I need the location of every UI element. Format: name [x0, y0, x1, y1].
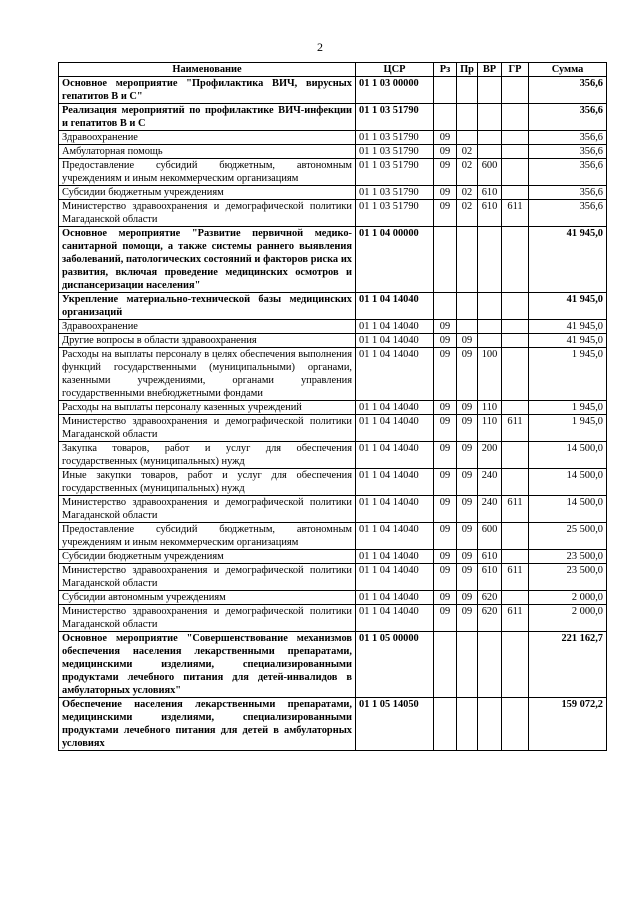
- row-gr-cell: [502, 104, 529, 131]
- row-sum-cell: 25 500,0: [529, 523, 607, 550]
- row-sum-cell: 14 500,0: [529, 442, 607, 469]
- table-row: [59, 293, 607, 320]
- row-rz-cell: 09: [434, 131, 457, 145]
- table-body: [59, 77, 607, 751]
- row-name-cell: Министерство здравоохранения и демографической политики Магаданской области: [59, 415, 356, 442]
- row-sum-cell: 23 500,0: [529, 550, 607, 564]
- row-sum-cell: 1 945,0: [529, 348, 607, 401]
- row-gr-cell: [502, 550, 529, 564]
- row-gr-cell: [502, 159, 529, 186]
- row-csr-cell: 01 1 04 14040: [356, 550, 434, 564]
- table-row: [59, 564, 607, 591]
- row-gr-cell: [502, 469, 529, 496]
- row-vr-cell: 110: [478, 415, 502, 442]
- table-row: [59, 415, 607, 442]
- row-vr-cell: [478, 131, 502, 145]
- row-gr-cell: [502, 320, 529, 334]
- row-sum-cell: 356,6: [529, 145, 607, 159]
- row-vr-cell: [478, 77, 502, 104]
- row-pr-cell: [457, 131, 478, 145]
- row-rz-cell: 09: [434, 159, 457, 186]
- row-pr-cell: [457, 227, 478, 293]
- row-name-cell: Субсидии автономным учреждениям: [59, 591, 356, 605]
- row-name-cell: Другие вопросы в области здравоохранения: [59, 334, 356, 348]
- row-csr-cell: 01 1 04 14040: [356, 320, 434, 334]
- row-csr-cell: 01 1 04 14040: [356, 469, 434, 496]
- row-sum-cell: 41 945,0: [529, 293, 607, 320]
- row-csr-cell: 01 1 04 00000: [356, 227, 434, 293]
- row-gr-cell: [502, 632, 529, 698]
- row-gr-cell: [502, 523, 529, 550]
- row-vr-cell: [478, 293, 502, 320]
- row-csr-cell: 01 1 04 14040: [356, 605, 434, 632]
- row-name-cell: Субсидии бюджетным учреждениям: [59, 550, 356, 564]
- row-csr-cell: 01 1 03 51790: [356, 145, 434, 159]
- row-vr-cell: 110: [478, 401, 502, 415]
- row-gr-cell: [502, 131, 529, 145]
- table-row: [59, 227, 607, 293]
- row-name-cell: Министерство здравоохранения и демографической политики Магаданской области: [59, 605, 356, 632]
- row-vr-cell: 610: [478, 200, 502, 227]
- row-gr-cell: [502, 77, 529, 104]
- row-name-cell: Расходы на выплаты персоналу в целях обеспечения выполнения функций государственными (муниципальными) органами, казенными учреждениями, органами управления государственными внебюджетными фондами: [59, 348, 356, 401]
- row-sum-cell: 356,6: [529, 159, 607, 186]
- row-gr-cell: 611: [502, 200, 529, 227]
- row-name-cell: Амбулаторная помощь: [59, 145, 356, 159]
- row-gr-cell: [502, 227, 529, 293]
- row-pr-cell: 09: [457, 334, 478, 348]
- row-vr-cell: [478, 320, 502, 334]
- table-row: [59, 186, 607, 200]
- row-csr-cell: 01 1 04 14040: [356, 564, 434, 591]
- row-rz-cell: 09: [434, 591, 457, 605]
- row-vr-cell: 600: [478, 523, 502, 550]
- row-csr-cell: 01 1 04 14040: [356, 415, 434, 442]
- table-row: [59, 104, 607, 131]
- row-pr-cell: 09: [457, 348, 478, 401]
- row-rz-cell: 09: [434, 401, 457, 415]
- row-pr-cell: 09: [457, 496, 478, 523]
- row-rz-cell: [434, 104, 457, 131]
- row-pr-cell: 02: [457, 200, 478, 227]
- row-vr-cell: 240: [478, 496, 502, 523]
- row-gr-cell: 611: [502, 564, 529, 591]
- table-row: [59, 523, 607, 550]
- row-sum-cell: 356,6: [529, 200, 607, 227]
- row-sum-cell: 356,6: [529, 131, 607, 145]
- row-pr-cell: [457, 77, 478, 104]
- header-pr: Пр: [457, 63, 478, 77]
- row-vr-cell: [478, 104, 502, 131]
- row-rz-cell: 09: [434, 523, 457, 550]
- row-pr-cell: [457, 320, 478, 334]
- row-rz-cell: 09: [434, 200, 457, 227]
- row-sum-cell: 2 000,0: [529, 591, 607, 605]
- row-rz-cell: 09: [434, 496, 457, 523]
- row-gr-cell: [502, 145, 529, 159]
- row-vr-cell: 610: [478, 550, 502, 564]
- row-name-cell: Основное мероприятие "Профилактика ВИЧ, вирусных гепатитов В и С": [59, 77, 356, 104]
- row-pr-cell: 09: [457, 469, 478, 496]
- row-csr-cell: 01 1 05 14050: [356, 698, 434, 751]
- row-vr-cell: 600: [478, 159, 502, 186]
- row-pr-cell: 09: [457, 415, 478, 442]
- row-pr-cell: 09: [457, 401, 478, 415]
- row-rz-cell: 09: [434, 186, 457, 200]
- row-csr-cell: 01 1 04 14040: [356, 334, 434, 348]
- row-pr-cell: 09: [457, 523, 478, 550]
- row-vr-cell: 610: [478, 186, 502, 200]
- row-sum-cell: 356,6: [529, 186, 607, 200]
- row-pr-cell: 09: [457, 550, 478, 564]
- row-gr-cell: [502, 293, 529, 320]
- row-rz-cell: [434, 293, 457, 320]
- table-row: [59, 77, 607, 104]
- row-csr-cell: 01 1 04 14040: [356, 401, 434, 415]
- row-sum-cell: 41 945,0: [529, 334, 607, 348]
- table-header-row: [59, 63, 607, 77]
- row-vr-cell: [478, 632, 502, 698]
- row-rz-cell: 09: [434, 469, 457, 496]
- row-csr-cell: 01 1 03 51790: [356, 200, 434, 227]
- row-vr-cell: 100: [478, 348, 502, 401]
- row-pr-cell: 09: [457, 442, 478, 469]
- table-row: [59, 632, 607, 698]
- row-csr-cell: 01 1 04 14040: [356, 348, 434, 401]
- row-gr-cell: [502, 698, 529, 751]
- table-row: [59, 131, 607, 145]
- row-rz-cell: 09: [434, 605, 457, 632]
- row-sum-cell: 1 945,0: [529, 401, 607, 415]
- row-sum-cell: 356,6: [529, 104, 607, 131]
- row-gr-cell: [502, 348, 529, 401]
- row-name-cell: Здравоохранение: [59, 131, 356, 145]
- row-name-cell: Предоставление субсидий бюджетным, автономным учреждениям и иным некоммерческим организациям: [59, 523, 356, 550]
- row-name-cell: Предоставление субсидий бюджетным, автономным учреждениям и иным некоммерческим организациям: [59, 159, 356, 186]
- row-vr-cell: 200: [478, 442, 502, 469]
- row-rz-cell: 09: [434, 415, 457, 442]
- row-sum-cell: 14 500,0: [529, 469, 607, 496]
- row-vr-cell: [478, 145, 502, 159]
- header-gr: ГР: [502, 63, 529, 77]
- row-csr-cell: 01 1 04 14040: [356, 293, 434, 320]
- table-row: [59, 591, 607, 605]
- table-row: [59, 320, 607, 334]
- table-row: [59, 550, 607, 564]
- row-vr-cell: 620: [478, 605, 502, 632]
- row-gr-cell: [502, 442, 529, 469]
- row-name-cell: Субсидии бюджетным учреждениям: [59, 186, 356, 200]
- row-rz-cell: 09: [434, 145, 457, 159]
- row-rz-cell: 09: [434, 334, 457, 348]
- row-name-cell: Расходы на выплаты персоналу казенных учреждений: [59, 401, 356, 415]
- row-sum-cell: 221 162,7: [529, 632, 607, 698]
- row-name-cell: Укрепление материально-технической базы медицинских организаций: [59, 293, 356, 320]
- row-sum-cell: 159 072,2: [529, 698, 607, 751]
- row-vr-cell: [478, 334, 502, 348]
- row-gr-cell: [502, 334, 529, 348]
- row-rz-cell: [434, 77, 457, 104]
- row-name-cell: Министерство здравоохранения и демографической политики Магаданской области: [59, 564, 356, 591]
- row-pr-cell: 09: [457, 591, 478, 605]
- row-name-cell: Реализация мероприятий по профилактике ВИЧ-инфекции и гепатитов В и С: [59, 104, 356, 131]
- row-name-cell: Обеспечение населения лекарственными препаратами, медицинскими изделиями, специализированными продуктами лечебного питания для детей в амбулаторных условиях: [59, 698, 356, 751]
- row-pr-cell: 02: [457, 159, 478, 186]
- row-name-cell: Основное мероприятие "Развитие первичной медико-санитарной помощи, а также системы раннего выявления заболеваний, патологических состояний и факторов риска их развития, включая проведение медицинских осмотров и диспансеризации населения": [59, 227, 356, 293]
- row-csr-cell: 01 1 03 51790: [356, 104, 434, 131]
- row-csr-cell: 01 1 04 14040: [356, 523, 434, 550]
- row-name-cell: Министерство здравоохранения и демографической политики Магаданской области: [59, 200, 356, 227]
- row-rz-cell: 09: [434, 550, 457, 564]
- row-vr-cell: [478, 698, 502, 751]
- table-row: [59, 145, 607, 159]
- row-vr-cell: 620: [478, 591, 502, 605]
- row-rz-cell: 09: [434, 320, 457, 334]
- row-sum-cell: 2 000,0: [529, 605, 607, 632]
- row-csr-cell: 01 1 03 51790: [356, 159, 434, 186]
- row-rz-cell: [434, 227, 457, 293]
- row-pr-cell: [457, 698, 478, 751]
- row-pr-cell: [457, 104, 478, 131]
- page-number: 2: [317, 40, 323, 54]
- header-name: Наименование: [59, 63, 356, 77]
- row-name-cell: Иные закупки товаров, работ и услуг для обеспечения государственных (муниципальных) нужд: [59, 469, 356, 496]
- row-gr-cell: 611: [502, 415, 529, 442]
- row-sum-cell: 41 945,0: [529, 320, 607, 334]
- header-csr: ЦСР: [356, 63, 434, 77]
- row-pr-cell: 02: [457, 186, 478, 200]
- row-rz-cell: 09: [434, 564, 457, 591]
- row-sum-cell: 41 945,0: [529, 227, 607, 293]
- table-row: [59, 200, 607, 227]
- row-gr-cell: 611: [502, 496, 529, 523]
- row-vr-cell: 240: [478, 469, 502, 496]
- row-pr-cell: 09: [457, 564, 478, 591]
- row-pr-cell: [457, 293, 478, 320]
- row-gr-cell: 611: [502, 605, 529, 632]
- header-sum: Сумма: [529, 63, 607, 77]
- table-row: [59, 334, 607, 348]
- row-csr-cell: 01 1 05 00000: [356, 632, 434, 698]
- row-sum-cell: 14 500,0: [529, 496, 607, 523]
- row-rz-cell: [434, 698, 457, 751]
- row-csr-cell: 01 1 03 51790: [356, 131, 434, 145]
- table-row: [59, 496, 607, 523]
- row-vr-cell: 610: [478, 564, 502, 591]
- table-row: [59, 605, 607, 632]
- row-name-cell: Основное мероприятие "Совершенствование механизмов обеспечения населения лекарственными препаратами, медицинскими изделиями, специализированными продуктами лечебного питания для детей-инвалидов в амбулаторных условиях": [59, 632, 356, 698]
- table-row: [59, 469, 607, 496]
- row-name-cell: Закупка товаров, работ и услуг для обеспечения государственных (муниципальных) нужд: [59, 442, 356, 469]
- row-vr-cell: [478, 227, 502, 293]
- row-rz-cell: 09: [434, 348, 457, 401]
- row-sum-cell: 356,6: [529, 77, 607, 104]
- row-pr-cell: 09: [457, 605, 478, 632]
- header-rz: Рз: [434, 63, 457, 77]
- row-csr-cell: 01 1 04 14040: [356, 591, 434, 605]
- row-csr-cell: 01 1 04 14040: [356, 496, 434, 523]
- row-pr-cell: [457, 632, 478, 698]
- table-row: [59, 348, 607, 401]
- row-csr-cell: 01 1 03 51790: [356, 186, 434, 200]
- row-name-cell: Здравоохранение: [59, 320, 356, 334]
- row-pr-cell: 02: [457, 145, 478, 159]
- row-gr-cell: [502, 186, 529, 200]
- budget-table: [58, 62, 607, 751]
- table-row: [59, 159, 607, 186]
- row-gr-cell: [502, 401, 529, 415]
- row-csr-cell: 01 1 03 00000: [356, 77, 434, 104]
- row-csr-cell: 01 1 04 14040: [356, 442, 434, 469]
- row-gr-cell: [502, 591, 529, 605]
- row-sum-cell: 1 945,0: [529, 415, 607, 442]
- table-row: [59, 698, 607, 751]
- table-row: [59, 442, 607, 469]
- row-name-cell: Министерство здравоохранения и демографической политики Магаданской области: [59, 496, 356, 523]
- row-rz-cell: 09: [434, 442, 457, 469]
- row-rz-cell: [434, 632, 457, 698]
- row-sum-cell: 23 500,0: [529, 564, 607, 591]
- header-vr: ВР: [478, 63, 502, 77]
- table-row: [59, 401, 607, 415]
